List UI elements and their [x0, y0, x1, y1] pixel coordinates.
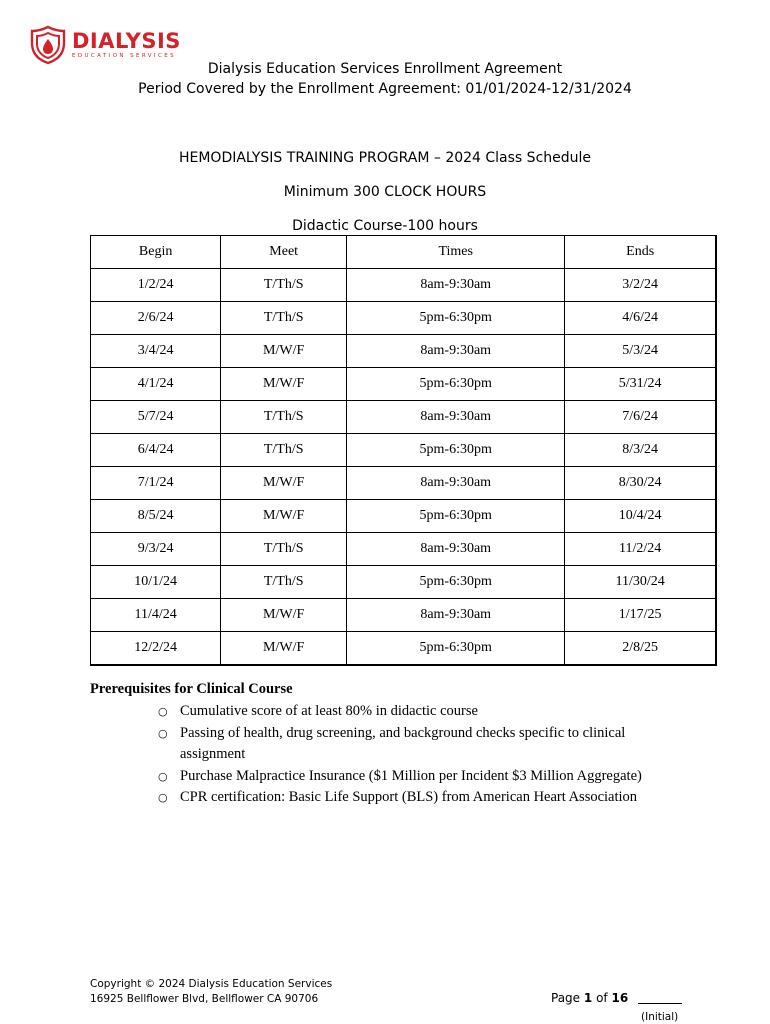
times-cell: 5pm-6:30pm	[347, 566, 565, 599]
page-number	[551, 991, 682, 1005]
times-cell: 5pm-6:30pm	[347, 434, 565, 467]
table-row	[91, 533, 717, 566]
meet-cell: T/Th/S	[221, 533, 347, 566]
list-item-text: CPR certification: Basic Life Support (BLS) from American Heart Association	[180, 789, 638, 805]
meet-cell: M/W/F	[221, 368, 347, 401]
meet-cell: M/W/F	[221, 467, 347, 500]
circle-bullet-icon: ○	[158, 791, 168, 804]
class-schedule-table	[90, 235, 717, 666]
times-cell: 8am-9:30am	[347, 269, 565, 302]
course-title: Didactic Course-100 hours	[292, 218, 478, 234]
prerequisites-section	[90, 679, 680, 809]
ends-cell: 2/8/25	[565, 632, 716, 666]
ends-cell: 11/2/24	[565, 533, 716, 566]
meet-cell: T/Th/S	[221, 302, 347, 335]
list-item	[90, 787, 680, 809]
list-item	[90, 723, 680, 766]
table-row	[91, 335, 717, 368]
initial-label: (Initial)	[641, 1011, 679, 1023]
footer	[90, 977, 332, 1007]
begin-cell: 2/6/24	[91, 302, 221, 335]
meet-cell: T/Th/S	[221, 269, 347, 302]
times-cell: 8am-9:30am	[347, 401, 565, 434]
agreement-title: Dialysis Education Services Enrollment Agreement	[207, 61, 563, 77]
page-total: 16	[611, 991, 629, 1005]
times-cell: 8am-9:30am	[347, 467, 565, 500]
ends-cell: 5/31/24	[565, 368, 716, 401]
table-row	[91, 269, 717, 302]
list-item	[90, 766, 680, 788]
initial-line[interactable]	[638, 1003, 682, 1004]
ends-cell: 4/6/24	[565, 302, 716, 335]
column-header: Meet	[221, 236, 347, 269]
begin-cell: 7/1/24	[91, 467, 221, 500]
begin-cell: 12/2/24	[91, 632, 221, 666]
times-cell: 8am-9:30am	[347, 533, 565, 566]
list-item-text: Cumulative score of at least 80% in didactic course	[180, 703, 478, 719]
begin-cell: 4/1/24	[91, 368, 221, 401]
period-covered: Period Covered by the Enrollment Agreement: 01/01/2024-12/31/2024	[138, 81, 632, 97]
column-header: Begin	[91, 236, 221, 269]
begin-cell: 9/3/24	[91, 533, 221, 566]
dialysis-logo	[30, 25, 181, 65]
table-row	[91, 500, 717, 533]
meet-cell: T/Th/S	[221, 566, 347, 599]
ends-cell: 7/6/24	[565, 401, 716, 434]
times-cell: 8am-9:30am	[347, 335, 565, 368]
circle-bullet-icon: ○	[158, 705, 168, 718]
meet-cell: M/W/F	[221, 632, 347, 666]
prerequisites-list	[90, 701, 680, 809]
minimum-hours: Minimum 300 CLOCK HOURS	[283, 184, 487, 200]
times-cell: 5pm-6:30pm	[347, 302, 565, 335]
table-row	[91, 566, 717, 599]
list-item-text: Passing of health, drug screening, and background checks specific to clinical assignment	[180, 724, 626, 762]
begin-cell: 3/4/24	[91, 335, 221, 368]
times-cell: 5pm-6:30pm	[347, 368, 565, 401]
begin-cell: 1/2/24	[91, 269, 221, 302]
prerequisites-title: Prerequisites for Clinical Course	[90, 681, 293, 697]
times-cell: 5pm-6:30pm	[347, 500, 565, 533]
circle-bullet-icon: ○	[158, 769, 168, 783]
copyright: Copyright © 2024 Dialysis Education Services	[90, 978, 333, 990]
page-prefix: Page	[551, 991, 581, 1005]
table-header-row	[91, 236, 717, 269]
table-row	[91, 434, 717, 467]
meet-cell: T/Th/S	[221, 401, 347, 434]
logo-subtitle: EDUCATION SERVICES	[72, 53, 176, 59]
circle-bullet-icon: ○	[158, 726, 168, 740]
table-row	[91, 632, 717, 666]
times-cell: 5pm-6:30pm	[347, 632, 565, 666]
ends-cell: 5/3/24	[565, 335, 716, 368]
column-header: Times	[347, 236, 565, 269]
ends-cell: 8/30/24	[565, 467, 716, 500]
logo-name: DIALYSIS	[72, 29, 181, 53]
table-row	[91, 302, 717, 335]
begin-cell: 10/1/24	[91, 566, 221, 599]
table-row	[91, 467, 717, 500]
meet-cell: M/W/F	[221, 500, 347, 533]
ends-cell: 1/17/25	[565, 599, 716, 632]
table-row	[91, 599, 717, 632]
list-item-text: Purchase Malpractice Insurance ($1 Million per Incident $3 Million Aggregate)	[180, 767, 642, 784]
page-current: 1	[583, 991, 593, 1005]
program-title: HEMODIALYSIS TRAINING PROGRAM – 2024 Class Schedule	[178, 150, 592, 166]
ends-cell: 10/4/24	[565, 500, 716, 533]
ends-cell: 11/30/24	[565, 566, 716, 599]
meet-cell: M/W/F	[221, 599, 347, 632]
shield-logo-icon	[30, 25, 66, 65]
page-of: of	[596, 991, 608, 1005]
table-row	[91, 401, 717, 434]
table-row	[91, 368, 717, 401]
meet-cell: T/Th/S	[221, 434, 347, 467]
begin-cell: 8/5/24	[91, 500, 221, 533]
ends-cell: 3/2/24	[565, 269, 716, 302]
begin-cell: 5/7/24	[91, 401, 221, 434]
column-header: Ends	[565, 236, 716, 269]
begin-cell: 6/4/24	[91, 434, 221, 467]
times-cell: 8am-9:30am	[347, 599, 565, 632]
meet-cell: M/W/F	[221, 335, 347, 368]
ends-cell: 8/3/24	[565, 434, 716, 467]
address: 16925 Bellflower Blvd, Bellflower CA 90706	[90, 993, 319, 1005]
list-item	[90, 701, 680, 723]
begin-cell: 11/4/24	[91, 599, 221, 632]
